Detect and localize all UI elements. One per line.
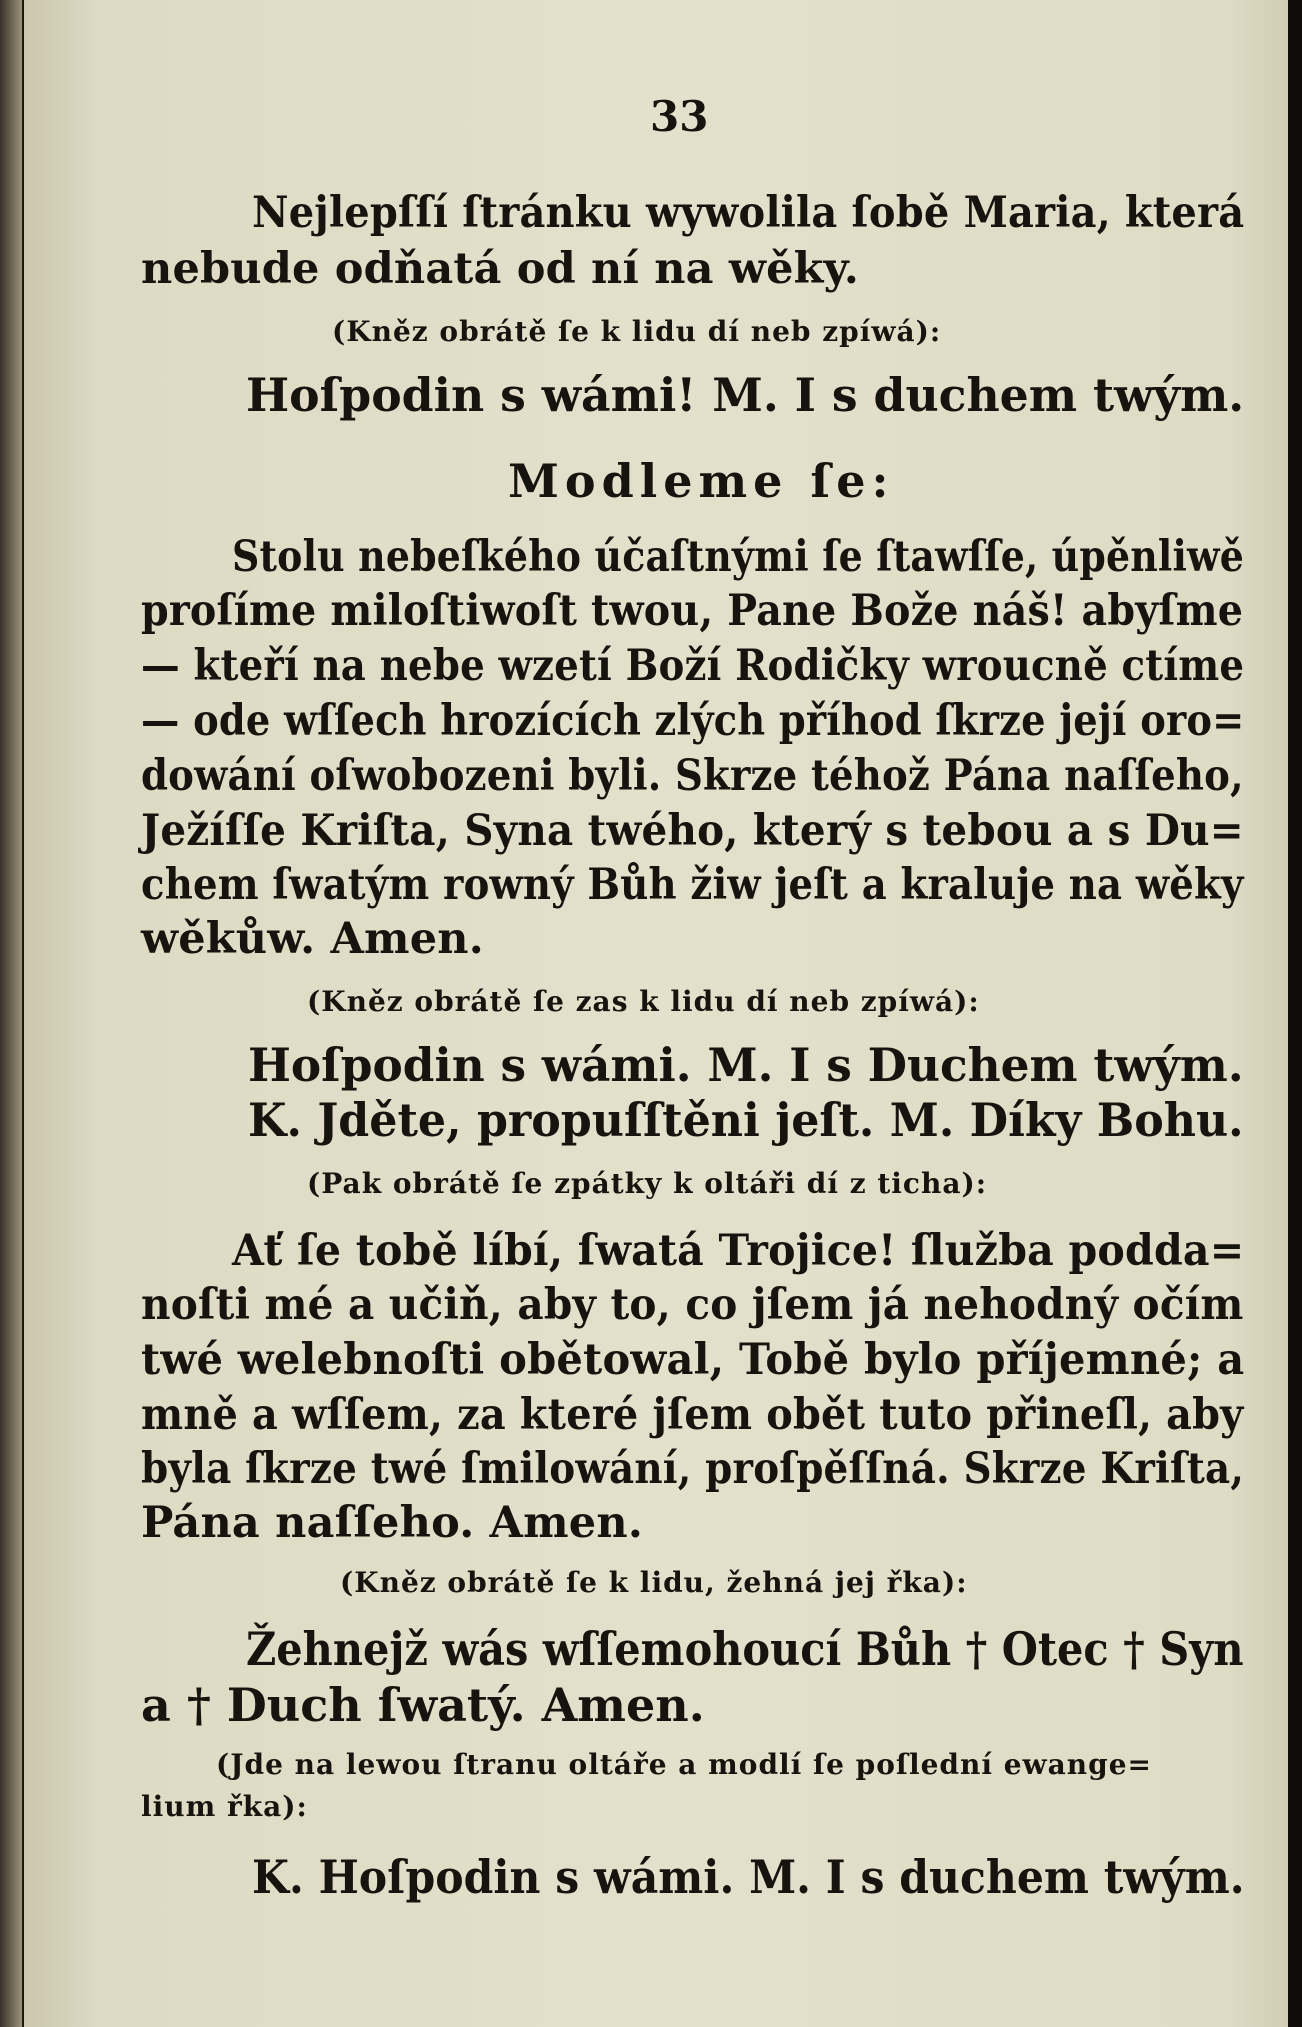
- text-line: Pána naſſeho. Amen.: [141, 1498, 643, 1548]
- text-line: Ježíſſe Kriſta, Syna twého, který s tebou a s Du=: [141, 806, 1244, 856]
- text-line: proſíme miloſtiwoſt twou, Pane Bože náš! abyſme: [141, 586, 1244, 636]
- text-line: noſti mé a učiň, aby to, co jſem já nehodný očím: [141, 1280, 1244, 1330]
- book-page: [24, 0, 1302, 2027]
- section-heading: Modleme ſe:: [508, 454, 895, 508]
- text-line: Nejlepſſí ſtránku wywolila ſobě Maria, která: [252, 188, 1245, 238]
- text-line: — kteří na nebe wzetí Boží Rodičky wroucně ctíme: [141, 641, 1245, 691]
- text-line: Ať ſe tobě líbí, ſwatá Trojice! ſlužba poddа=: [232, 1226, 1245, 1276]
- rubric-line: lium řka):: [141, 1790, 308, 1823]
- text-line: twé welebnoſti obětowal, Tobě bylo příjemné; a: [141, 1335, 1245, 1385]
- text-line: mně a wſſem, za které jſem obět tuto přineſl, aby: [141, 1390, 1244, 1440]
- rubric-line: (Kněz obrátě ſe k lidu dí neb zpíwá):: [332, 315, 942, 348]
- text-line: dowání oſwobozeni byli. Skrze téhož Pána naſſeho,: [141, 751, 1244, 801]
- rubric-line: (Kněz obrátě ſe k lidu, žehná jej řka):: [340, 1566, 968, 1599]
- page-edge: [1288, 0, 1302, 2027]
- text-line: a † Duch ſwatý. Amen.: [141, 1678, 705, 1732]
- text-line: byla ſkrze twé ſmilowání, proſpěſſná. Skrze Kriſta,: [141, 1444, 1245, 1494]
- text-line: Žehnejž wás wſſemohoucí Bůh † Otec † Syn: [246, 1622, 1244, 1676]
- text-line: Hoſpodin s wámi! M. I s duchem twým.: [246, 368, 1245, 422]
- text-line: wěkůw. Amen.: [141, 914, 484, 964]
- book-gutter: [0, 0, 22, 2027]
- rubric-line: (Kněz obrátě ſe zas k lidu dí neb zpíwá):: [307, 985, 980, 1018]
- page-number: 33: [650, 92, 709, 141]
- text-line: — ode wſſech hrozících zlých příhod ſkrze její oro=: [141, 696, 1245, 746]
- text-line: K. Jděte, propuſſtěni jeſt. M. Díky Bohu.: [248, 1093, 1244, 1147]
- rubric-line: (Jde na lewou ſtranu oltáře a modlí ſe poſlední ewange=: [216, 1748, 1153, 1781]
- text-line: K. Hoſpodin s wámi. M. I s duchem twým.: [252, 1850, 1245, 1904]
- rubric-line: (Pak obrátě ſe zpátky k oltáři dí z ticha):: [307, 1167, 988, 1200]
- text-line: Hoſpodin s wámi. M. I s Duchem twým.: [248, 1038, 1244, 1092]
- text-line: Stolu nebeſkého účaſtnými ſe ſtawſſe, úpěnliwě: [232, 532, 1245, 582]
- text-line: chem ſwatým rowný Bůh žiw jeſt a kraluje na wěky: [141, 860, 1244, 910]
- text-line: nebude odňatá od ní na wěky.: [141, 244, 860, 294]
